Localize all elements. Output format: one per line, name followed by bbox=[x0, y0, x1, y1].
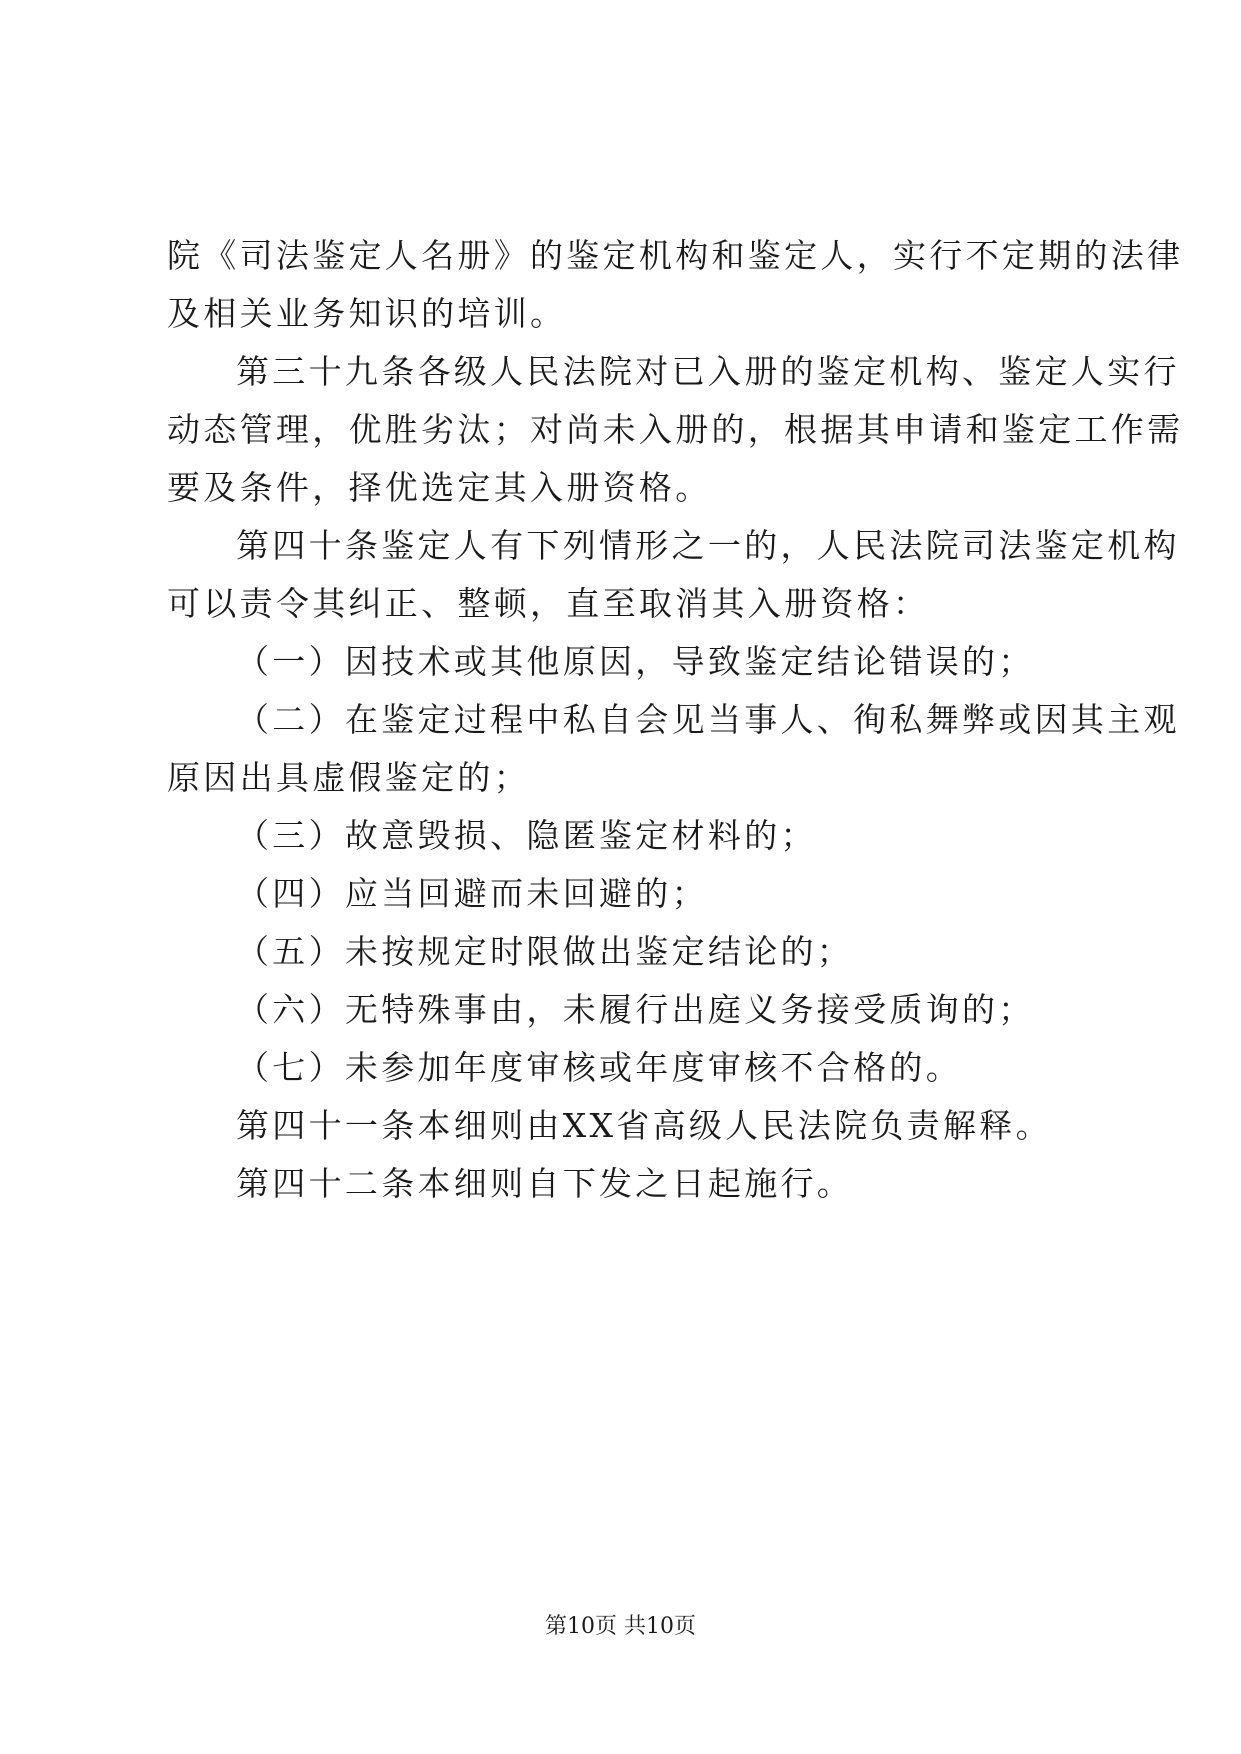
page-footer bbox=[0, 1612, 1241, 1642]
list-item-2-line-1: （二）在鉴定过程中私自会见当事人、徇私舞弊或因其主观 bbox=[236, 700, 1180, 739]
article-39-line-2: 动态管理，优胜劣汰；对尚未入册的，根据其申请和鉴定工作需 bbox=[167, 410, 1184, 449]
article-40-line-1: 第四十条鉴定人有下列情形之一的，人民法院司法鉴定机构 bbox=[236, 526, 1180, 565]
list-item-3: （三）故意毁损、隐匿鉴定材料的； bbox=[236, 816, 817, 855]
text-line-2: 及相关业务知识的培训。 bbox=[167, 294, 567, 333]
list-item-5: （五）未按规定时限做出鉴定结论的； bbox=[236, 932, 854, 971]
list-item-1: （一）因技术或其他原因，导致鉴定结论错误的； bbox=[236, 642, 1035, 681]
article-41: 第四十一条本细则由XX省高级人民法院负责解释。 bbox=[236, 1106, 1052, 1145]
page-number-label: 第10页 共10页 bbox=[545, 1614, 696, 1639]
list-item-7: （七）未参加年度审核或年度审核不合格的。 bbox=[236, 1048, 962, 1087]
body-text bbox=[167, 227, 1184, 1213]
list-item-4: （四）应当回避而未回避的； bbox=[236, 874, 708, 913]
article-39-line-3: 要及条件，择优选定其入册资格。 bbox=[167, 468, 712, 507]
list-item-6: （六）无特殊事由，未履行出庭义务接受质询的； bbox=[236, 990, 1035, 1029]
article-39-line-1: 第三十九条各级人民法院对已入册的鉴定机构、鉴定人实行 bbox=[236, 352, 1180, 391]
article-40-line-2: 可以责令其纠正、整顿，直至取消其入册资格： bbox=[167, 584, 930, 623]
list-item-2-line-2: 原因出具虚假鉴定的； bbox=[167, 758, 530, 797]
text-line-1: 院《司法鉴定人名册》的鉴定机构和鉴定人，实行不定期的法律 bbox=[167, 236, 1184, 275]
article-42: 第四十二条本细则自下发之日起施行。 bbox=[236, 1164, 854, 1203]
